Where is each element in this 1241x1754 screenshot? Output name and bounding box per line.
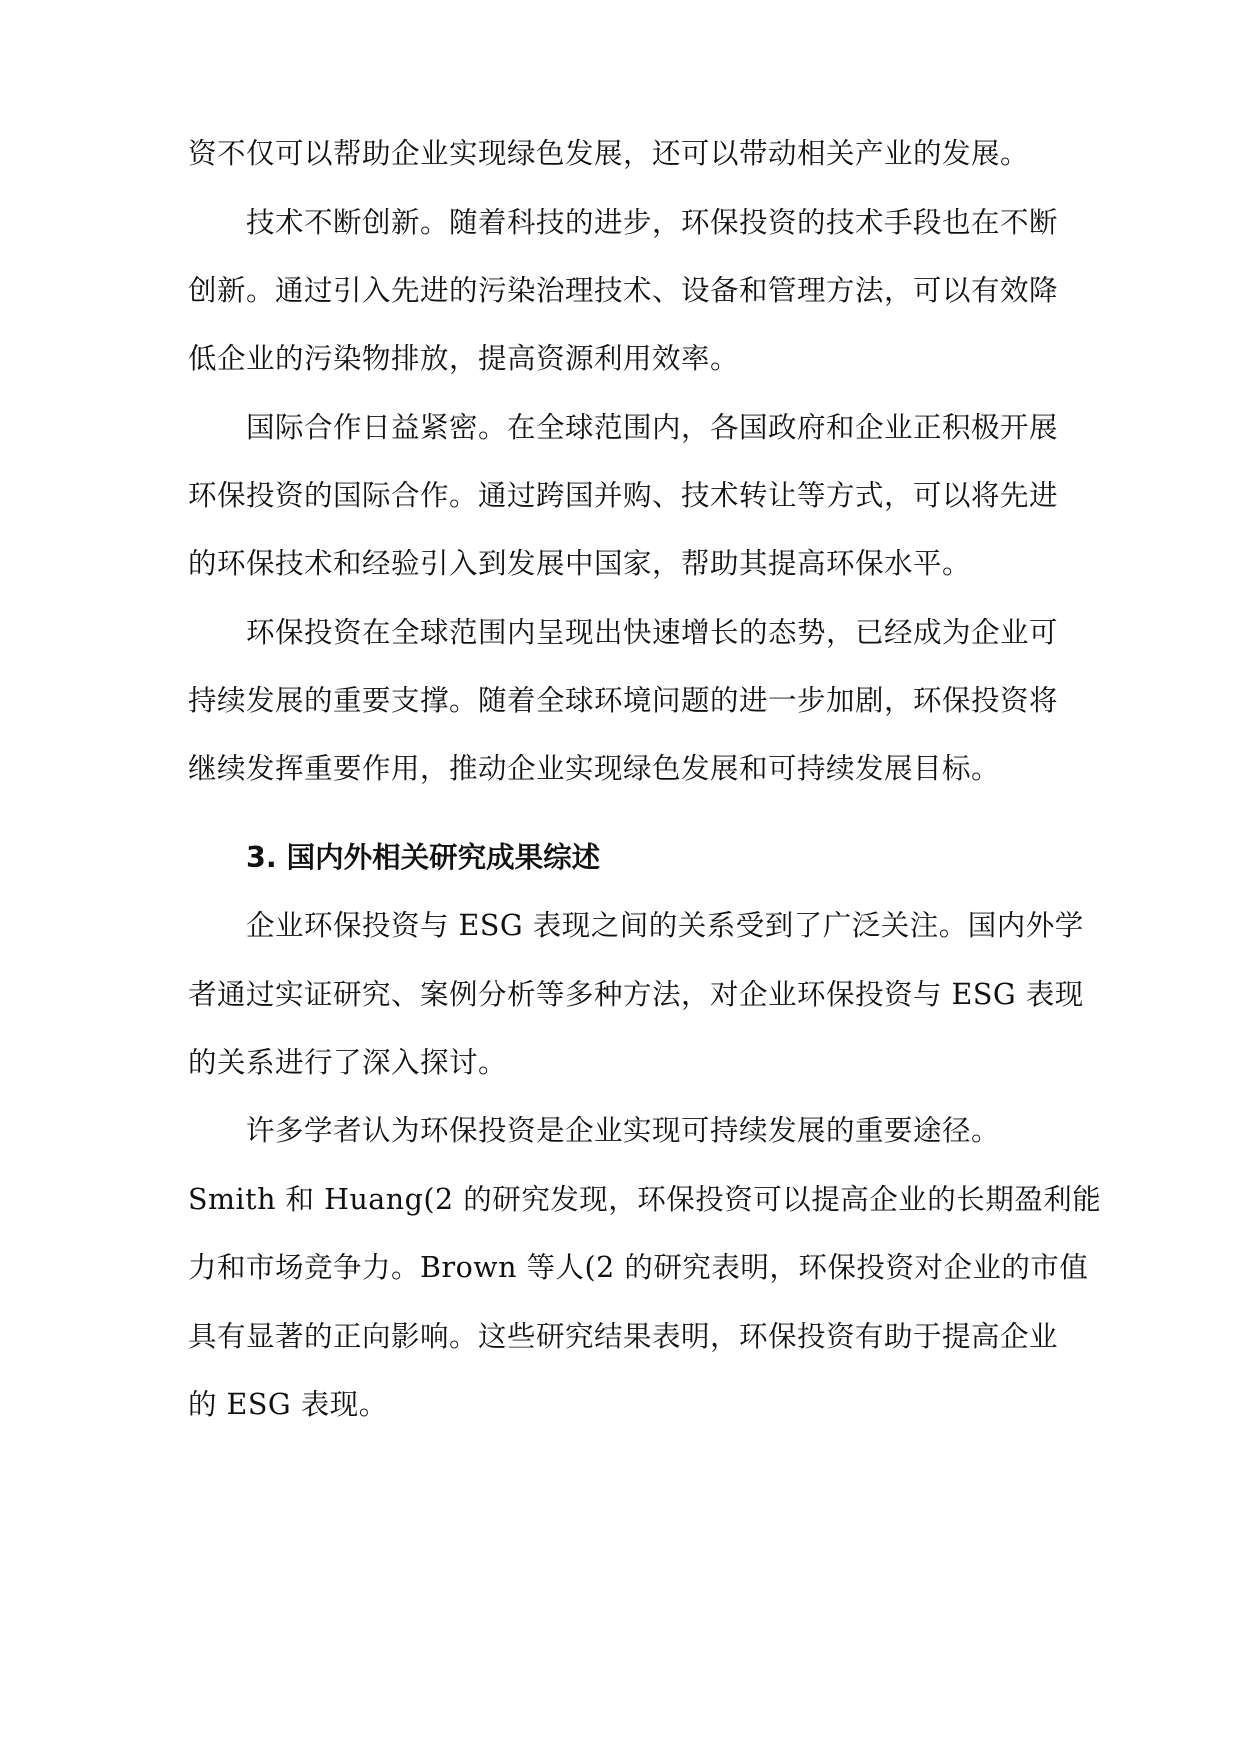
paragraph-line: 的关系进行了深入探讨。 <box>188 1046 508 1079</box>
paragraph-line: 力和市场竞争力。Brown 等人(2 的研究表明，环保投资对企业的市值 <box>188 1251 1089 1284</box>
paragraph-line: 许多学者认为环保投资是企业实现可持续发展的重要途径。 <box>246 1114 1001 1147</box>
section-heading: 3. 国内外相关研究成果综述 <box>246 841 601 874</box>
paragraph-line: 具有显著的正向影响。这些研究结果表明，环保投资有助于提高企业 <box>188 1320 1059 1353</box>
paragraph-line: 继续发挥重要作用，推动企业实现绿色发展和可持续发展目标。 <box>188 752 1001 785</box>
paragraph-line: 环保投资在全球范围内呈现出快速增长的态势，已经成为企业可 <box>246 616 1059 649</box>
paragraph-line: Smith 和 Huang(2 的研究发现，环保投资可以提高企业的长期盈利能 <box>188 1183 1102 1216</box>
paragraph-line: 低企业的污染物排放，提高资源利用效率。 <box>188 342 740 375</box>
paragraph-line: 技术不断创新。随着科技的进步，环保投资的技术手段也在不断 <box>246 206 1059 239</box>
paragraph-line: 资不仅可以帮助企业实现绿色发展，还可以带动相关产业的发展。 <box>188 137 1030 170</box>
paragraph-line: 创新。通过引入先进的污染治理技术、设备和管理方法，可以有效降 <box>188 274 1059 307</box>
paragraph-line: 持续发展的重要支撑。随着全球环境问题的进一步加剧，环保投资将 <box>188 684 1059 717</box>
paragraph-line: 的环保技术和经验引入到发展中国家，帮助其提高环保水平。 <box>188 547 972 580</box>
paragraph-line: 环保投资的国际合作。通过跨国并购、技术转让等方式，可以将先进 <box>188 479 1059 512</box>
paragraph-line: 国际合作日益紧密。在全球范围内，各国政府和企业正积极开展 <box>246 411 1059 444</box>
paragraph-line: 的 ESG 表现。 <box>188 1388 388 1421</box>
paragraph-line: 企业环保投资与 ESG 表现之间的关系受到了广泛关注。国内外学 <box>246 909 1084 942</box>
paragraph-line: 者通过实证研究、案例分析等多种方法，对企业环保投资与 ESG 表现 <box>188 978 1084 1011</box>
